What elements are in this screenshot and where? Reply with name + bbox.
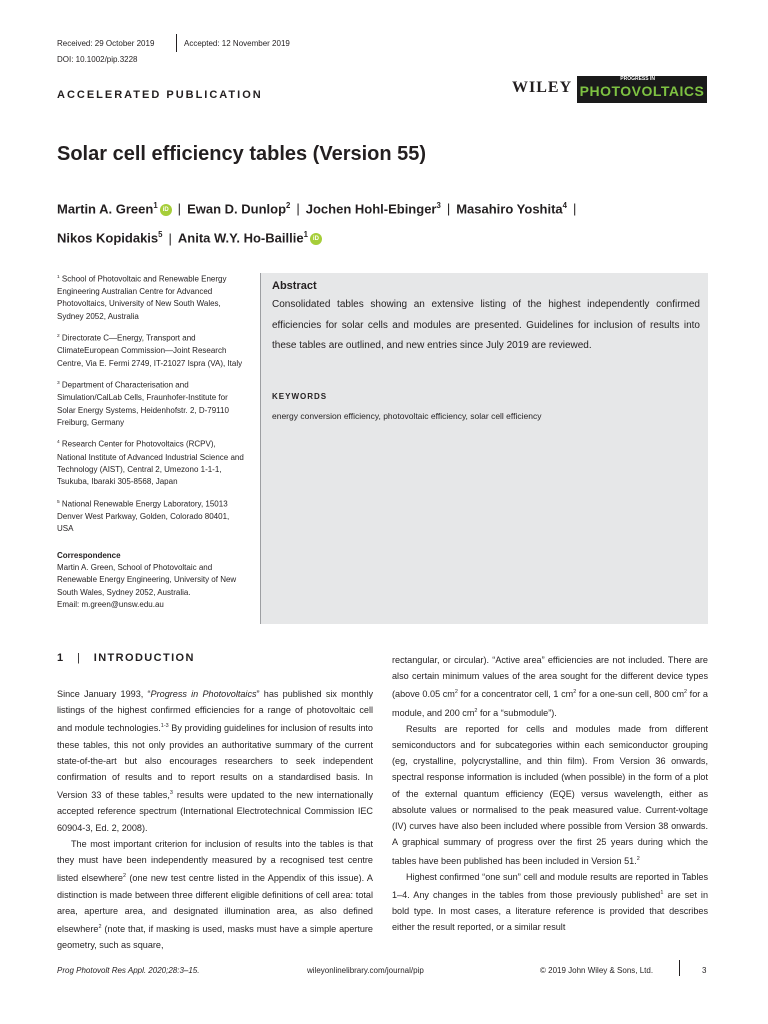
author-separator: | [446, 201, 451, 217]
abstract-text: Consolidated tables showing an extensive listing of the highest independently confirmed efficiencies for solar cells and modules are presented. Guidelines for inclusion of results into these tables are outlined, and new entries since July 2019 are reviewed. [272, 299, 700, 352]
keywords-label: KEYWORDS [272, 392, 328, 401]
author-separator: | [573, 201, 577, 217]
author-name[interactable]: Martin A. Green [57, 201, 154, 217]
accepted-date: Accepted: 12 November 2019 [184, 39, 290, 48]
abstract-box [260, 273, 708, 624]
footer-copyright: © 2019 John Wiley & Sons, Ltd. [540, 966, 654, 975]
article-title: Solar cell efficiency tables (Version 55) [57, 143, 427, 165]
author-affil-ref: 2 [286, 201, 291, 210]
affiliation-number: 3 [57, 381, 60, 387]
abstract-heading: Abstract [272, 280, 317, 292]
section-separator: | [77, 652, 82, 664]
author-line-1 [57, 193, 697, 222]
affiliation-text: School of Photovoltaic and Renewable Energy Engineering Australian Centre for Advanced Photovoltaics, University of New South Wales, Sydney 2052, Australia [57, 274, 227, 321]
affiliation [57, 272, 247, 323]
section-label: ACCELERATED PUBLICATION [57, 89, 263, 101]
paragraph: Results are reported for cells and modules made from different semiconductors and for subcategories within each semiconductor grouping (eg, crystalline, polycrystalline, and thin film). From Version 36 onwards, spectral response information is included (when possible) in the form of a plot of the external quantum efficiency (EQE) versus wavelength, either as absolute values or normalised to the peak measured value. Current-voltage (IV) curves have also been included where possible from Version 38 onwards. A graphical summary of progress over the first 25 years during which the tables have been published has been included in Version 51.$^2$ [392, 723, 708, 866]
affiliation-text: Department of Characterisation and Simulation/CalLab Cells, Fraunhofer-Institute for Solar Energy Systems, Heidenhofstr. 2, D-79110 Freiburg, Germany [57, 380, 229, 428]
author-affil-ref: 3 [436, 201, 441, 210]
footer-citation: Prog Photovolt Res Appl. 2020;28:3–15. [57, 966, 200, 975]
doi[interactable]: DOI: 10.1002/pip.3228 [57, 55, 138, 64]
author-separator: | [168, 230, 172, 246]
orcid-icon[interactable]: iD [310, 233, 322, 245]
correspondence-email[interactable]: Email: m.green@unsw.edu.au [57, 600, 164, 610]
affiliation-text: National Renewable Energy Laboratory, 15013 Denver West Parkway, Golden, Colorado 80401, USA [57, 499, 230, 534]
author-affil-ref: 1 [153, 201, 158, 210]
author-list [57, 193, 697, 252]
affiliation-number: 5 [57, 499, 60, 505]
footer-divider [679, 960, 680, 976]
affiliation [57, 331, 247, 370]
affiliation-text: Directorate C—Energy, Transport and ClimateEuropean Commission—Joint Research Centre, Via E. Fermi 2749, IT-21027 Ispra (VA), Italy [57, 333, 243, 368]
author-separator: | [177, 201, 182, 217]
orcid-icon[interactable]: iD [160, 204, 172, 216]
affiliation [57, 437, 247, 488]
author-line-2 [57, 222, 697, 251]
paragraph: rectangular, or circular). “Active area” efficiencies are not included. There are also certain minimum values of the area sought for the different device types (above 0.05 $cm^2$ for a concentrator cell, 1 $cm^2$ for a one-sun cell, 800 $cm^2$ for a module, and 200 $cm^2$ for a “submodule”). [392, 655, 708, 718]
body-column-right [392, 652, 708, 936]
journal-logo-text: PHOTOVOLTAICS [579, 83, 705, 99]
correspondence-label: Correspondence [57, 550, 121, 560]
author-name[interactable]: Jochen Hohl-Ebinger [305, 201, 437, 217]
paragraph: Since January 1993, “Progress in Photovoltaics” has published six monthly listings of the highest confirmed efficiencies for a range of photovoltaic cell and module technologies.$^{1-3}$ By providing guidelines for inclusion of results into these tables, this not only provides an authoritative summary of the current state-of-the-art but also encourages researchers to seek independent confirmation of results and to report results on a standardised basis. In Version 33 of these tables,$^3$ results were updated to the new internationally accepted reference spectrum (International Electrotechnical Commission IEC 60904-3, Ed. 2, 2008). [57, 689, 374, 833]
journal-logo-small-text: PROGRESS IN [620, 76, 655, 82]
correspondence [57, 550, 247, 612]
affiliation [57, 378, 247, 429]
keywords-text: energy conversion efficiency, photovoltaic efficiency, solar cell efficiency [272, 411, 542, 421]
section-title: INTRODUCTION [93, 652, 195, 664]
affiliation-number: 1 [57, 275, 60, 280]
author-affil-ref: 4 [562, 201, 567, 210]
wiley-logo: WILEY [512, 79, 573, 96]
author-name[interactable]: Ewan D. Dunlop [187, 201, 287, 217]
body-column-left [57, 686, 373, 953]
footer-website[interactable]: wileyonlinelibrary.com/journal/pip [307, 966, 424, 975]
header-divider [176, 34, 177, 52]
author-name[interactable]: Masahiro Yoshita [456, 201, 563, 217]
author-affil-ref: 1 [303, 230, 308, 240]
section-heading [57, 652, 195, 664]
affiliation-text: Research Center for Photovoltaics (RCPV), National Institute of Advanced Industrial Science and Technology (AIST), Central 2, Umezono 1-1-1, Tsukuba, Ibaraki 305-8568, Japan [57, 440, 244, 487]
page-number: 3 [702, 966, 707, 975]
author-name[interactable]: Anita W.Y. Ho-Baillie [177, 230, 304, 246]
paragraph: The most important criterion for inclusion of results into the tables is that they must have been independently measured by a recognised test centre listed elsewhere$^2$ (one new test centre listed in the Appendix of this issue). A distinction is made between three different eligible definitions of cell area: total area, aperture area, and designated illumination area, as also defined elsewhere$^2$ (note that, if masking is used, masks must have a simple aperture geometry, such as square, [57, 838, 373, 951]
affiliation [57, 497, 247, 536]
received-date: Received: 29 October 2019 [57, 39, 155, 48]
section-number: 1 [57, 652, 65, 664]
affiliations [57, 272, 247, 612]
affiliation-number: 2 [57, 334, 60, 340]
author-affil-ref: 5 [158, 230, 163, 240]
correspondence-text: Martin A. Green, School of Photovoltaic and Renewable Energy Engineering, University of New South Wales, Sydney 2052, Australia. [57, 563, 237, 597]
author-separator: | [296, 201, 300, 217]
affiliation-number: 4 [57, 440, 60, 446]
author-name[interactable]: Nikos Kopidakis [57, 230, 159, 246]
paragraph: Highest confirmed “one sun” cell and module results are reported in Tables 1–4. Any changes in the tables from those previously published$^1$ are set in bold type. In most cases, a literature reference is provided that describes either the result reported, or a similar result [392, 871, 709, 933]
journal-logo [577, 76, 707, 103]
